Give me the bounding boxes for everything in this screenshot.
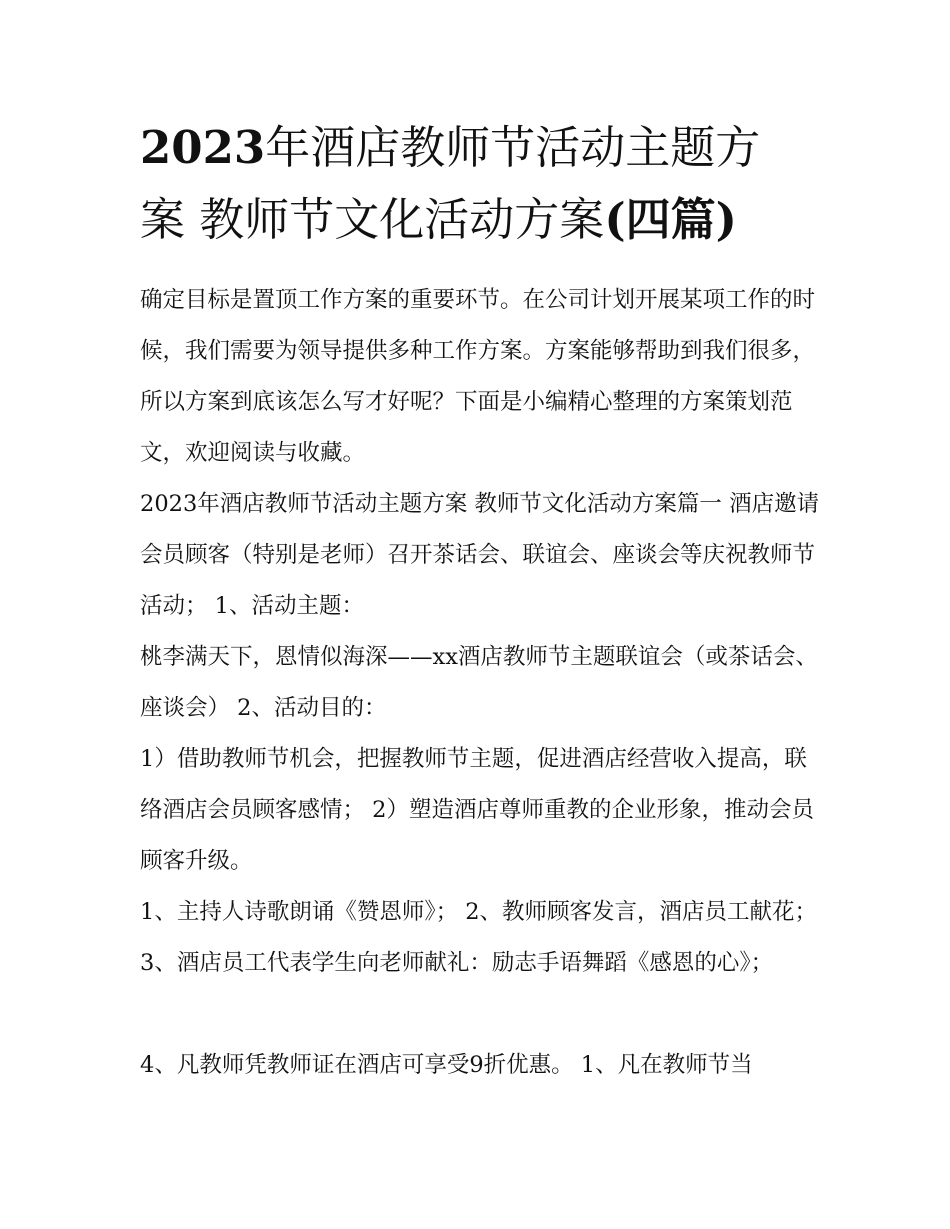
title-year: 2023 — [140, 121, 266, 174]
title-line1: 年酒店教师节活动主题方 — [265, 121, 761, 174]
intro-paragraph: 确定目标是置顶工作方案的重要环节。在公司计划开展某项工作的时候，我们需要为领导提供多种工作方案。方案能够帮助到我们很多，所以方案到底该怎么写才好呢？下面是小编精心整理的方案策划范文，欢迎阅读与收藏。 — [140, 287, 816, 466]
document-title — [140, 112, 820, 256]
title-line2: 案 教师节文化活动方案 — [140, 193, 605, 246]
discount-paragraph: 4、凡教师凭教师证在酒店可享受9折优惠。 1、凡在教师节当 — [140, 1052, 753, 1078]
theme-paragraph: 桃李满天下，恩情似海深——xx酒店教师节主题联谊会（或茶话会、座谈会） 2、活动目的： — [140, 644, 818, 721]
title-paren: (四篇) — [604, 193, 737, 246]
purpose-paragraph: 1）借助教师节机会，把握教师节主题，促进酒店经营收入提高，联络酒店会员顾客感情； 2）塑造酒店尊师重教的企业形象，推动会员顾客升级。 — [140, 746, 814, 874]
section-heading-paragraph: 2023年酒店教师节活动主题方案 教师节文化活动方案篇一 酒店邀请会员顾客（特别是老师）召开茶话会、联谊会、座谈会等庆祝教师节活动； 1、活动主题： — [140, 491, 820, 619]
program-paragraph: 1、主持人诗歌朗诵《赞恩师》； 2、教师顾客发言，酒店员工献花； 3、酒店员工代表学生向老师献礼：励志手语舞蹈《感恩的心》； — [140, 899, 818, 976]
